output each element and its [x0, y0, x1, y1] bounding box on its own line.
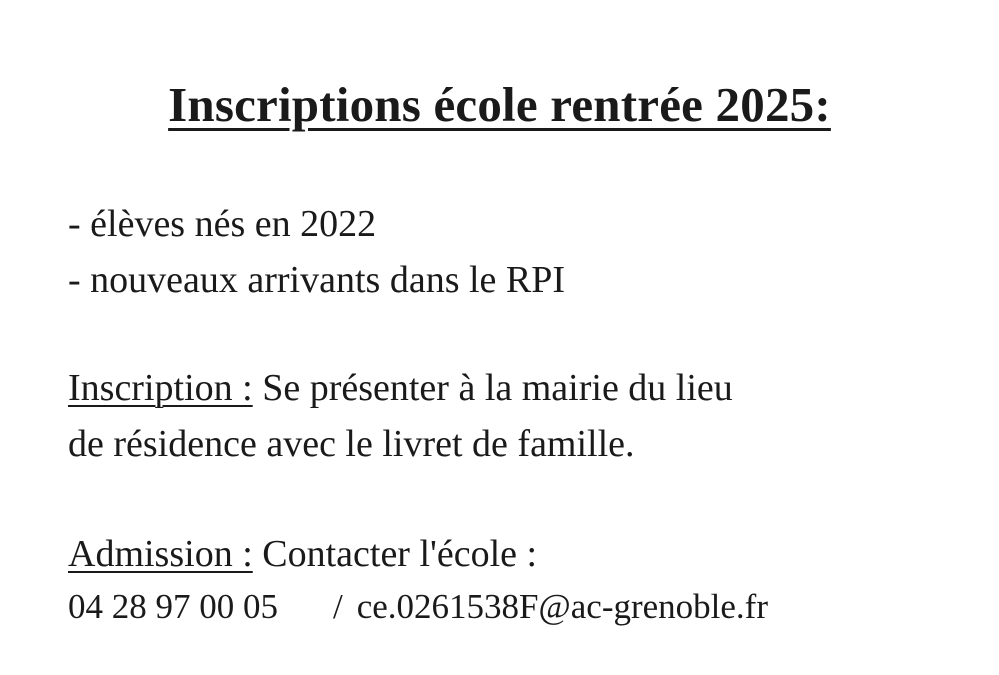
email-address: ce.0261538F@ac-grenoble.fr [356, 587, 768, 626]
contact-separator: / [333, 587, 343, 626]
notice-title: Inscriptions école rentrée 2025: [168, 77, 831, 132]
inscription-line [68, 369, 733, 407]
admission-line [68, 535, 537, 573]
inscription-text-line1: Se présenter à la mairie du lieu [252, 367, 733, 409]
admission-text: Contacter l'école : [252, 533, 538, 575]
criteria-item-new-arrivals: - nouveaux arrivants dans le RPI [68, 259, 566, 301]
inscription-text-line2: de résidence avec le livret de famille. [68, 423, 635, 465]
inscription-label: Inscription : [68, 367, 253, 409]
admission-label: Admission : [68, 533, 253, 575]
contact-line [68, 589, 768, 624]
criteria-item-birth-year: - élèves nés en 2022 [68, 203, 377, 245]
phone-number: 04 28 97 00 05 [68, 587, 278, 626]
